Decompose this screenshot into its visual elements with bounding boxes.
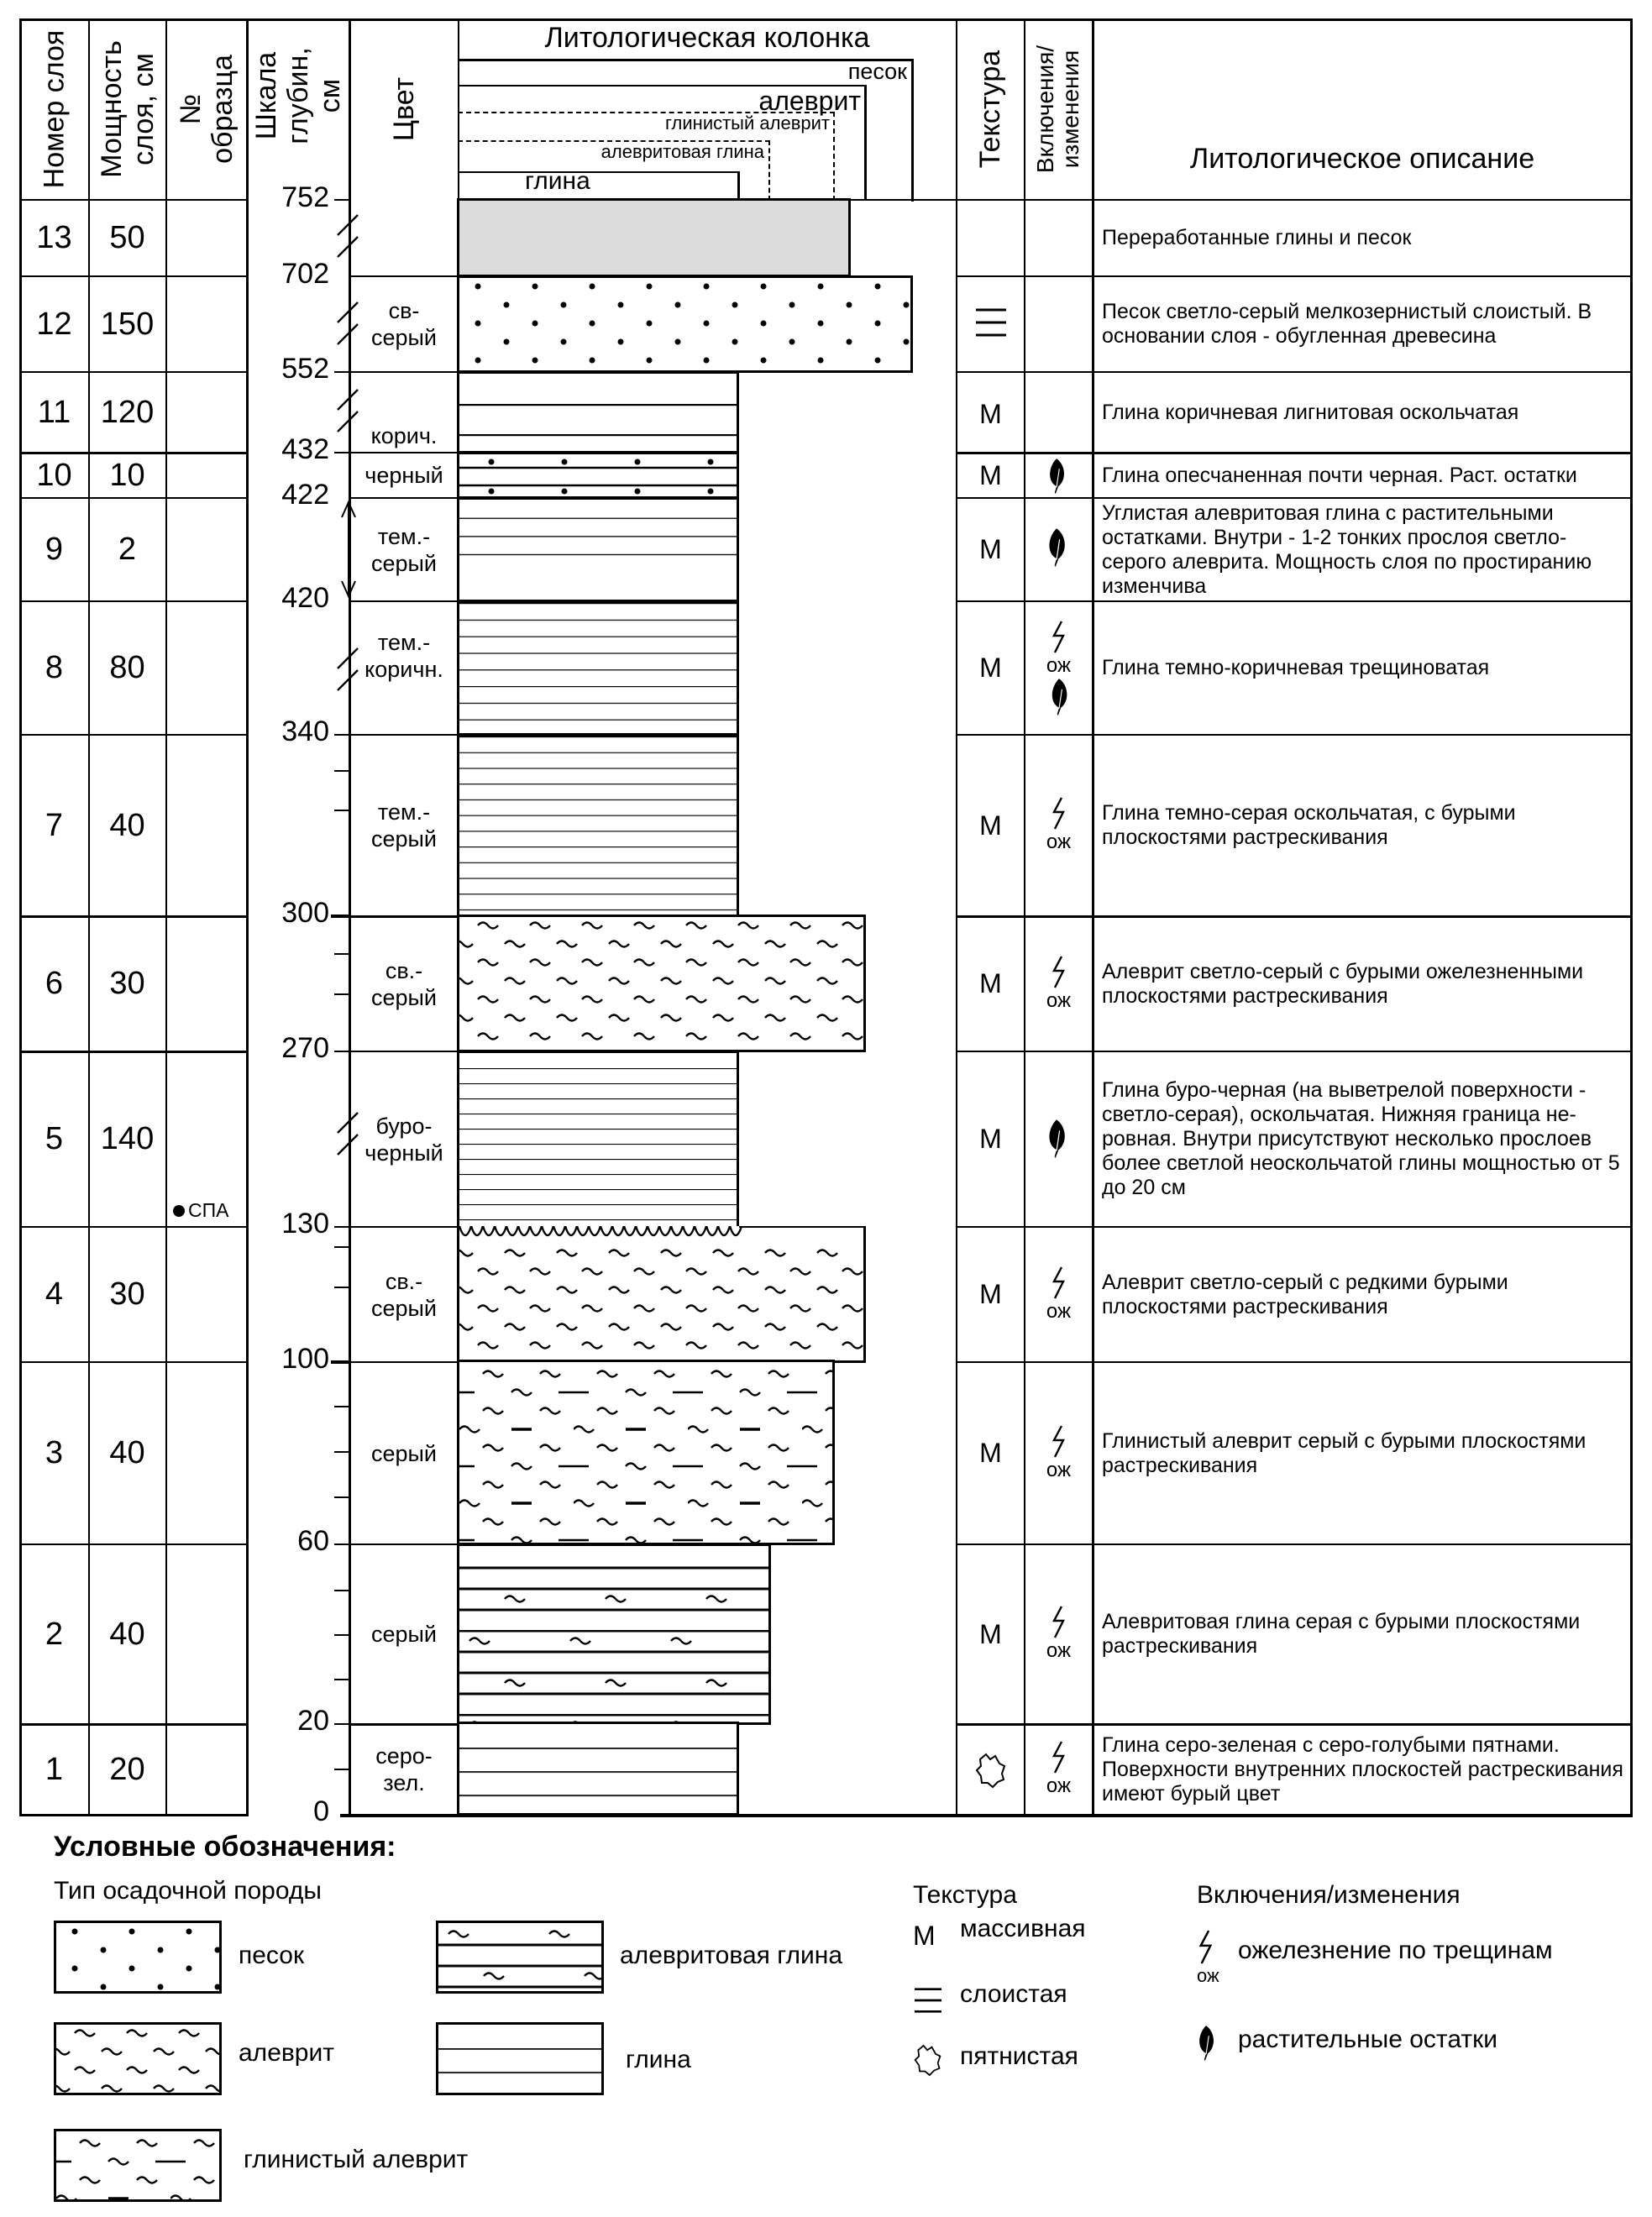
thickness: 20 — [109, 1751, 145, 1787]
depth-tick-minor — [334, 1769, 349, 1770]
color-label: св- серый — [370, 298, 438, 350]
depth-tick — [334, 734, 349, 736]
layer-description: Песок светло-серый мелкозернистый слоистый. В основании слоя - обугленная древесина — [1102, 300, 1592, 348]
header-description: Литологическое описание — [1189, 143, 1535, 175]
iron-staining-icon — [1050, 621, 1068, 654]
thickness: 30 — [109, 1276, 145, 1312]
iron-abbr: ож — [1046, 831, 1072, 853]
legend-silt-swatch — [54, 2022, 222, 2095]
header-sample-no: № образца — [174, 55, 239, 164]
thickness: 40 — [109, 807, 145, 843]
depth-tick-minor — [334, 1451, 349, 1453]
texture-massive: М — [979, 968, 1002, 998]
color-label: тем.- серый — [370, 523, 438, 576]
legend-title: Условные обозначения: — [54, 1831, 396, 1863]
depth-tick-minor — [334, 1634, 349, 1636]
header-thickness: Мощность слоя, см — [95, 40, 160, 178]
depth-tick-minor — [334, 1287, 349, 1288]
layer-description: Глина опесчаненная почти черная. Раст. остатки — [1102, 463, 1577, 487]
thickness: 10 — [109, 457, 145, 493]
texture-massive: М — [979, 810, 1002, 841]
depth-tick — [331, 915, 349, 918]
plant-remains-icon — [1049, 678, 1069, 716]
layer-no: 7 — [45, 807, 64, 843]
iron-staining-icon — [1050, 1425, 1068, 1459]
plant-remains-icon — [1046, 527, 1067, 568]
litho-layer-11 — [457, 371, 739, 453]
litho-layer-7 — [457, 734, 739, 917]
grain-label-clay: глина — [525, 167, 590, 195]
thickness: 140 — [100, 1121, 155, 1156]
color-label: черный — [364, 463, 443, 488]
color-label: тем.- серый — [370, 799, 438, 852]
layer-no: 12 — [36, 306, 72, 342]
texture-massive: М — [979, 1124, 1002, 1154]
depth-tick-minor — [334, 1406, 349, 1407]
sample-marker-spa — [173, 1199, 228, 1222]
plant-remains-icon — [1046, 458, 1067, 495]
depth-tick — [334, 1226, 349, 1228]
layer-no: 5 — [45, 1121, 64, 1156]
texture-massive: М — [979, 534, 1002, 564]
inclusions-cell — [1025, 917, 1092, 1051]
iron-staining-icon — [1050, 956, 1068, 989]
layer-description: Глинистый алеврит серый с бурыми плоскостями растрескивания — [1102, 1428, 1586, 1477]
depth-label: 422 — [281, 479, 329, 511]
litho-layer-2 — [457, 1544, 771, 1725]
legend-plant-remains-icon — [1197, 2022, 1215, 2064]
litho-layer-12 — [457, 275, 913, 373]
depth-label: 130 — [281, 1208, 329, 1240]
texture-massive: М — [979, 398, 1002, 429]
color-label: серый — [370, 1440, 438, 1466]
depth-tick-minor — [334, 1246, 349, 1248]
grain-label-sand: песок — [847, 59, 907, 84]
depth-tick-minor — [334, 810, 349, 811]
depth-label: 20 — [297, 1705, 329, 1737]
depth-label: 340 — [281, 715, 329, 747]
iron-staining-icon — [1050, 1266, 1068, 1300]
depth-tick — [334, 371, 349, 373]
legend-sand-label: песок — [239, 1942, 305, 1969]
legend-clay-label: глина — [626, 2046, 691, 2073]
layer-no: 11 — [37, 394, 71, 430]
texture-massive: М — [979, 653, 1002, 683]
legend-iron-staining-icon — [1197, 1930, 1215, 1965]
color-label: буро- черный — [364, 1113, 443, 1166]
legend-rock-type-title: Тип осадочной породы — [54, 1877, 322, 1905]
iron-staining-icon — [1050, 797, 1068, 831]
thickness: 80 — [109, 650, 145, 685]
iron-abbr: ож — [1046, 988, 1072, 1012]
litho-layer-6 — [457, 915, 866, 1052]
depth-label: 552 — [281, 353, 329, 385]
depth-tick-minor — [334, 993, 349, 995]
legend-iron-staining-label: ожелезнение по трещинам — [1238, 1937, 1553, 1964]
depth-tick — [334, 1051, 349, 1052]
layer-no: 4 — [45, 1276, 64, 1312]
texture-massive: М — [979, 1618, 1002, 1649]
layer-no: 13 — [36, 220, 72, 255]
legend-silt-label: алеврит — [239, 2039, 334, 2067]
layer-no: 9 — [45, 532, 64, 567]
color-label: серый — [370, 1622, 438, 1647]
layer-no: 2 — [45, 1616, 64, 1652]
litho-layer-13 — [457, 198, 851, 277]
legend-clayey-silt-label: глинистый алеврит — [244, 2146, 469, 2173]
inclusions-cell — [1025, 1725, 1092, 1814]
depth-label: 420 — [281, 582, 329, 614]
legend-silty-clay-label: алевритовая глина — [620, 1942, 843, 1969]
iron-abbr: ож — [1046, 1458, 1072, 1481]
layer-description: Глина темно-серая оскольчатая, с бурыми плоскостями растрескивания — [1102, 801, 1516, 849]
iron-abbr: ож — [1046, 1639, 1072, 1662]
header-color: Цвет — [388, 76, 420, 142]
depth-label: 702 — [281, 258, 329, 290]
thickness: 120 — [100, 394, 155, 430]
depth-tick — [334, 1723, 349, 1725]
thickness: 40 — [109, 1616, 145, 1652]
inclusions-cell — [1025, 1363, 1092, 1544]
iron-abbr: ож — [1046, 653, 1072, 677]
litho-layer-10 — [457, 452, 739, 499]
inclusions-cell — [1025, 736, 1092, 915]
layer-description: Глина буро-черная (на выветрелой поверхности - светло-серая), оскольчатая. Нижняя граница не-ровная. Внутри присутствуют несколько прослоев более светлой неоскольчатой глины мощностью от 5 до 20 см — [1102, 1078, 1620, 1199]
header-inclusions: Включения/ изменения — [1032, 45, 1084, 174]
color-label: тем.- коричн. — [364, 629, 443, 682]
thickness: 30 — [109, 966, 145, 1001]
iron-staining-icon — [1050, 1606, 1068, 1639]
depth-label: 432 — [281, 433, 329, 465]
litho-layer-1 — [457, 1722, 739, 1816]
layer-no: 3 — [45, 1435, 64, 1470]
legend-massive-symbol: М — [913, 1921, 936, 1951]
layer-description: Углистая алевритовая глина с растительными остатками. Внутри - 1-2 тонких прослоя светло-серого алеврита. Мощность слоя по простиранию изменчива — [1102, 501, 1592, 598]
depth-tick-minor — [334, 1679, 349, 1680]
thickness: 40 — [109, 1435, 145, 1470]
color-label: серо- зел. — [375, 1743, 433, 1795]
color-label: св.- серый — [370, 1268, 438, 1321]
thickness: 50 — [109, 220, 145, 255]
litho-layer-9 — [457, 497, 739, 602]
plant-remains-icon — [1046, 1119, 1067, 1159]
layer-description: Глина темно-коричневая трещиноватая — [1102, 656, 1490, 679]
depth-label: 300 — [281, 897, 329, 929]
header-depth-scale: Шкала глубин, см — [250, 47, 346, 144]
legend-layered-label: слоистая — [960, 1980, 1067, 2008]
layer-description: Алеврит светло-серый с редкими бурыми плоскостями растрескивания — [1102, 1270, 1508, 1318]
header-litho-column: Литологическая колонка — [544, 22, 870, 54]
depth-label: 752 — [281, 181, 329, 213]
iron-staining-icon — [1050, 1741, 1068, 1774]
depth-tick — [334, 199, 349, 201]
depth-label: 60 — [297, 1525, 329, 1557]
layer-no: 6 — [45, 966, 64, 1001]
grain-label-clayey-silt: глинистый алеврит — [665, 113, 830, 134]
layer-description: Алевритовая глина серая с бурыми плоскостями растрескивания — [1102, 1610, 1581, 1658]
legend-silty-clay-swatch — [436, 1921, 604, 1994]
grain-label-silt: алеврит — [758, 86, 861, 116]
layer-description: Глина коричневая лигнитовая оскольчатая — [1102, 400, 1519, 424]
iron-abbr: ож — [1046, 1299, 1072, 1323]
layer-no: 1 — [45, 1751, 64, 1787]
texture-massive: М — [979, 1279, 1002, 1309]
grain-label-silty-clay: алевритовая глина — [600, 141, 764, 162]
legend-clay-swatch — [436, 2022, 604, 2095]
depth-tick-minor — [334, 770, 349, 772]
litho-layer-3 — [457, 1360, 835, 1545]
depth-tick-minor — [334, 1590, 349, 1591]
thickness: 2 — [118, 532, 137, 567]
scale-break-icon — [336, 213, 361, 260]
grain-step-clay — [458, 171, 740, 201]
depth-tick — [334, 1544, 349, 1545]
legend-clayey-silt-swatch — [54, 2129, 222, 2202]
sample-dot-icon — [173, 1205, 185, 1217]
layered-texture-icon — [974, 307, 1008, 338]
legend-sand-swatch — [54, 1921, 222, 1994]
color-label: корич. — [370, 423, 438, 448]
texture-massive: М — [979, 1438, 1002, 1468]
depth-label: 100 — [281, 1343, 329, 1375]
color-label: св.- серый — [370, 957, 438, 1010]
legend-iron-abbr: ож — [1197, 1965, 1219, 1986]
legend-plant-remains-label: растительные остатки — [1238, 2026, 1497, 2053]
litho-layer-8 — [457, 600, 739, 736]
depth-label: 0 — [313, 1795, 329, 1827]
depth-tick — [331, 1360, 349, 1364]
legend-spotted-label: пятнистая — [960, 2042, 1078, 2070]
depth-tick — [334, 452, 349, 453]
header-layer-no: Номер слоя — [38, 29, 71, 189]
layer-no: 8 — [45, 650, 64, 685]
inclusions-cell — [1025, 1228, 1092, 1361]
thickness: 150 — [100, 306, 155, 342]
layer-description: Алеврит светло-серый с бурыми ожелезненными плоскостями растрескивания — [1102, 959, 1584, 1008]
table-border-bottom — [19, 1814, 249, 1816]
inclusions-cell — [1025, 602, 1092, 734]
depth-tick-minor — [334, 1496, 349, 1498]
layer-description: Глина серо-зеленая с серо-голубыми пятнами. Поверхности внутренних плоскостей растрескивания имеют бурый цвет — [1102, 1732, 1623, 1806]
iron-abbr: ож — [1046, 1774, 1072, 1797]
layer-description: Переработанные глины и песок — [1102, 226, 1412, 249]
litho-layer-5 — [457, 1051, 739, 1229]
layer-no: 10 — [36, 457, 72, 493]
legend-texture-title: Текстура — [913, 1881, 1017, 1909]
legend-layered-icon — [913, 1987, 943, 2014]
legend-massive-label: массивная — [960, 1915, 1086, 1942]
sample-label: СПА — [188, 1199, 229, 1221]
header-texture: Текстура — [974, 50, 1007, 169]
legend-spotted-icon — [913, 2043, 943, 2077]
legend-inclusions-title: Включения/изменения — [1197, 1881, 1461, 1909]
depth-tick-minor — [334, 953, 349, 955]
spotted-texture-icon — [974, 1752, 1008, 1789]
depth-label: 270 — [281, 1032, 329, 1064]
litho-layer-4 — [457, 1226, 866, 1363]
inclusions-cell — [1025, 1545, 1092, 1723]
texture-massive: М — [979, 459, 1002, 490]
